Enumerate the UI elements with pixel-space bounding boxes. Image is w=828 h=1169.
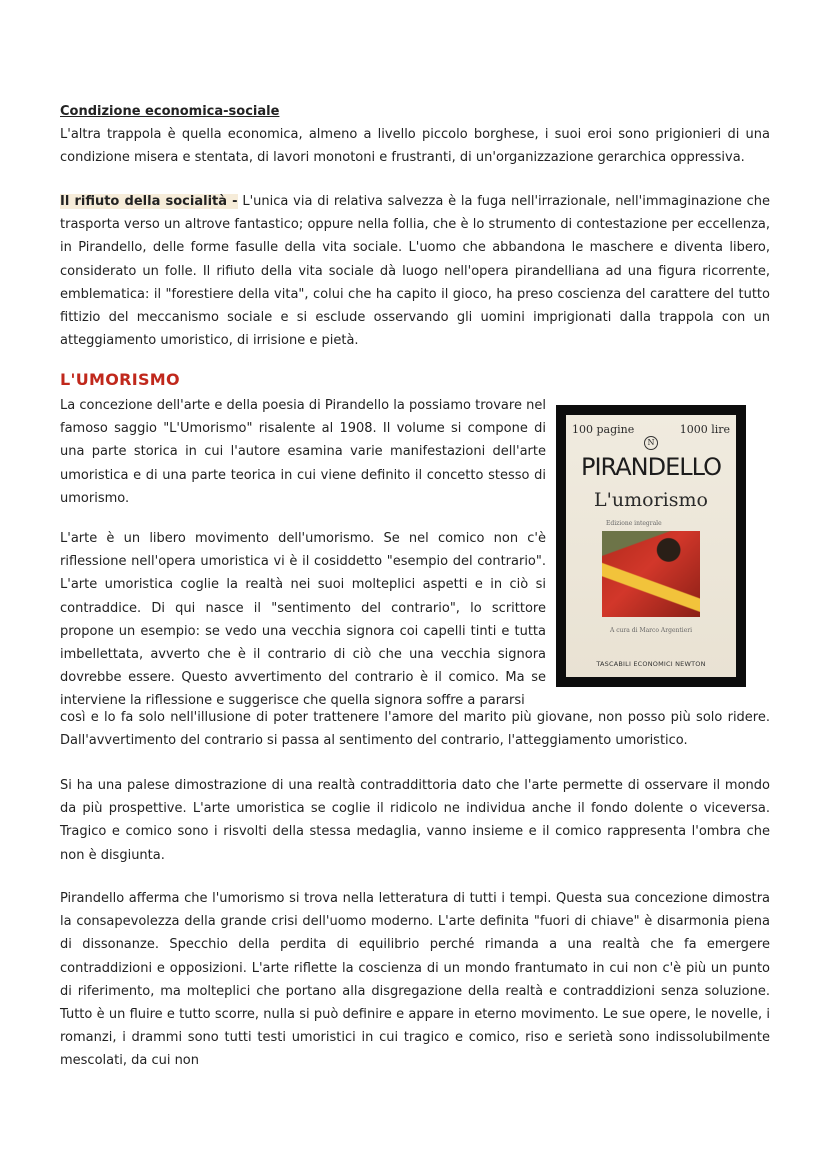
book-cover-image xyxy=(556,405,746,687)
section-body: L'altra trappola è quella economica, almeno a livello piccolo borghese, i suoi eroi sono prigionieri di una condizione misera e stentata, di lavori monotoni e frustranti, di un'organizzazione gerarchica oppressiva. xyxy=(60,127,770,166)
cover-author: PIRANDELLO xyxy=(580,453,722,481)
umorismo-paragraph-2-continued: così e lo fa solo nell'illusione di poter trattenere l'amore del marito più giovane, non posso più solo ridere. Dall'avvertimento del contrario si passa al sentimento del contrario, l'atteggiamento umoristico. xyxy=(60,710,770,749)
cover-publisher: TASCABILI ECONOMICI NEWTON xyxy=(596,660,706,668)
section-rifiuto-socialita xyxy=(60,190,770,352)
cover-title: L'umorismo xyxy=(594,489,708,511)
umorismo-heading: L'UMORISMO xyxy=(60,370,180,389)
section-economic-social xyxy=(60,100,770,170)
cover-subtitle: Edizione integrale xyxy=(606,520,662,527)
publisher-logo-icon: N xyxy=(644,436,658,450)
highlighted-lead: Il rifiuto della socialità - xyxy=(60,194,238,209)
section-title: Condizione economica-sociale xyxy=(60,104,280,119)
cover-price: 1000 lire xyxy=(679,423,730,436)
section-body: L'unica via di relativa salvezza è la fuga nell'irrazionale, nell'immaginazione che trasporta verso un altrove fantastico; oppure nella follia, che è lo strumento di contestazione per eccellenza, in Pirandello, delle forme fasulle della vita sociale. L'uomo che abbandona le maschere e diventa libero, considerato un folle. Il rifiuto della vita sociale dà luogo nell'opera pirandelliana ad una figura ricorrente, emblematica: il "forestiere della vita", colui che ha capito il gioco, ha preso coscienza del carattere del tutto fittizio del meccanismo sociale e si esclude osservando gli uomini imprigionati dalla trappola con un atteggiamento umoristico, di irrisione e pietà. xyxy=(60,194,770,349)
umorismo-paragraph-1: La concezione dell'arte e della poesia di Pirandello la possiamo trovare nel famoso saggio "L'Umorismo" risalente al 1908. Il volume si compone di una parte storica in cui l'autore esamina varie manifestazioni dell'arte umoristica e di una parte teorica in cui viene definito il concetto stesso di umorismo. xyxy=(60,398,546,506)
cover-editor: A cura di Marco Argentieri xyxy=(609,627,693,634)
cover-pages: 100 pagine xyxy=(572,423,635,436)
book-cover xyxy=(566,415,736,677)
umorismo-paragraph-2: L'arte è un libero movimento dell'umorismo. Se nel comico non c'è riflessione nell'opera umoristica vi è il cosiddetto "esempio del contrario". L'arte umoristica coglie la realtà nei suoi molteplici aspetti e in ciò si contraddice. Di qui nasce il "sentimento del contrario", lo scrittore propone un esempio: se vedo una vecchia signora coi capelli tinti e tutta imbellettata, avverto che è il contrario di ciò che una vecchia signora dovrebbe essere. Questo avvertimento del contrario è il comico. Ma se interviene la riflessione e suggerisce che quella signora soffre a pararsi xyxy=(60,531,546,709)
cover-artwork xyxy=(602,531,700,617)
umorismo-paragraph-3: Si ha una palese dimostrazione di una realtà contraddittoria dato che l'arte permette di osservare il mondo da più prospettive. L'arte umoristica se coglie il ridicolo ne individua anche il fondo dolente o viceversa. Tragico e comico sono i risvolti della stessa medaglia, vanno insieme e il comico rappresenta l'ombra che non è disgiunta. xyxy=(60,778,770,863)
umorismo-paragraph-4: Pirandello afferma che l'umorismo si trova nella letteratura di tutti i tempi. Questa sua concezione dimostra la consapevolezza della grande crisi dell'uomo moderno. L'arte definita "fuori di chiave" è disarmonia piena di dissonanze. Specchio della perdita di equilibrio perché rimanda a una realtà che fa emergere contraddizioni e opposizioni. L'arte riflette la coscienza di un mondo frantumato in cui non c'è più un punto di riferimento, ma molteplici che portano alla disgregazione della realtà e contraddizioni senza soluzione. Tutto è un fluire e tutto scorre, nulla si può definire e appare in eterno movimento. Le sue opere, le novelle, i romanzi, i drammi sono tutti testi umoristici in cui tragico e comico, riso e serietà sono indissolubilmente mescolati, da cui non xyxy=(60,891,770,1069)
